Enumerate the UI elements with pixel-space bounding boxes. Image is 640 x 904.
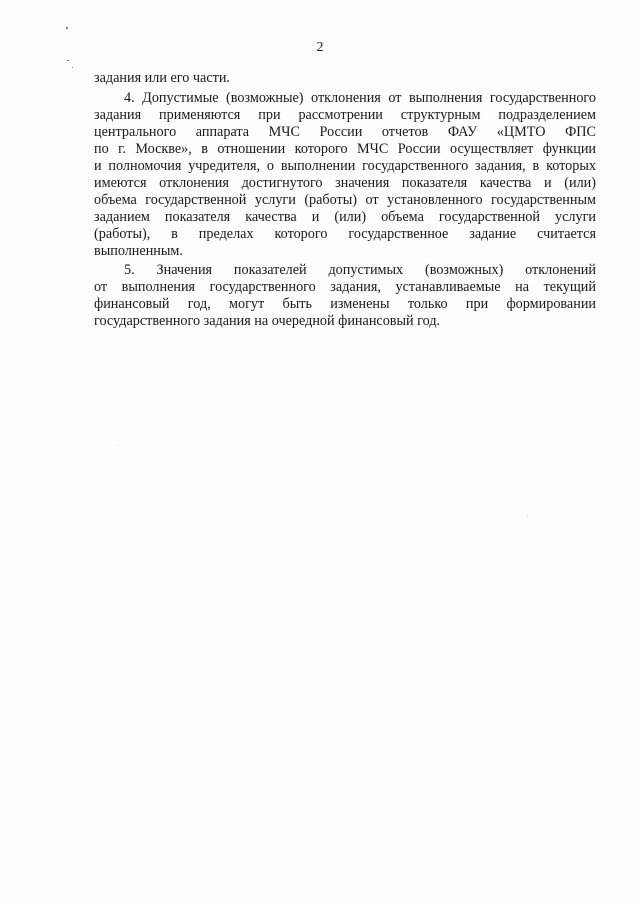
text-line: (работы), в пределах которого государственное задание считается [94,226,596,242]
text-line: финансовый год, могут быть изменены только при формировании [94,296,596,312]
text-line: от выполнения государственного задания, устанавливаемые на текущий [94,279,596,295]
text-line: задания или его части. [94,70,230,86]
scan-speck [66,27,68,29]
continued-line [94,70,596,87]
text-line: 5. Значения показателей допустимых (возможных) отклонений [124,262,596,278]
text-line: центрального аппарата МЧС России отчетов ФАУ «ЦМТО ФПС [94,124,596,140]
text-line: государственного задания на очередной финансовый год. [94,313,441,329]
paragraph-5 [94,262,596,330]
text-line: заданием показателя качества и (или) объема государственной услуги [94,209,596,225]
scan-speck [72,67,73,68]
page-number: 2 [316,40,324,55]
paragraph-4 [94,90,596,260]
text-line: и полномочия учредителя, о выполнении государственного задания, в которых [94,158,596,174]
scan-speck [118,445,119,446]
text-line: 4. Допустимые (возможные) отклонения от выполнения государственного [124,90,596,106]
text-line: объема государственной услуги (работы) от установленного государственным [94,192,596,208]
text-line: задания применяются при рассмотрении структурным подразделением [94,107,596,123]
text-line: по г. Москве», в отношении которого МЧС России осуществляет функции [94,141,596,157]
scan-speck [67,60,69,61]
scan-speck [527,515,528,516]
text-line: выполненным. [94,243,183,259]
text-line: имеются отклонения достигнутого значения показателя качества и (или) [94,175,596,191]
